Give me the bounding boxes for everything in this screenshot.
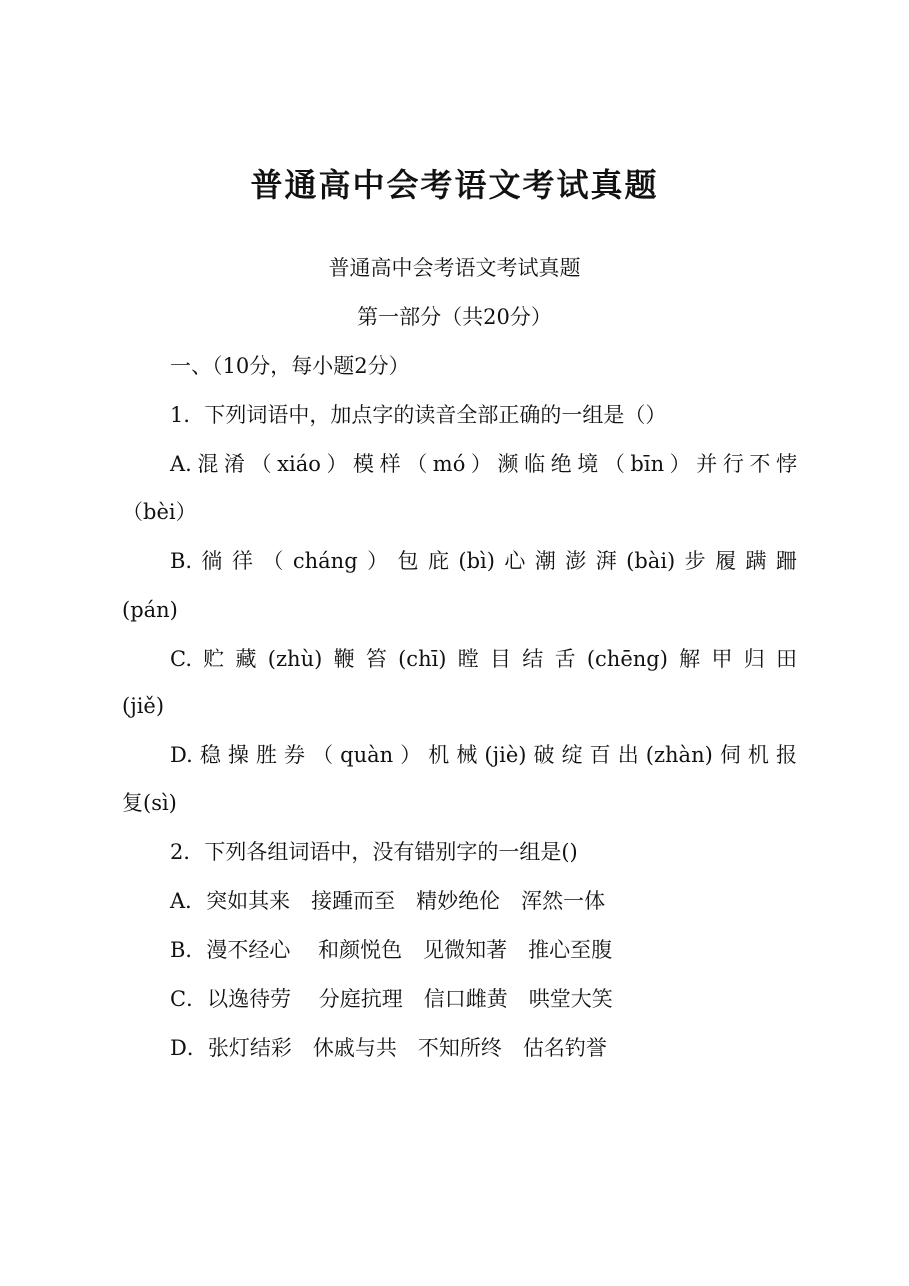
question-2-stem: 2．下列各组词语中，没有错别字的一组是()	[170, 840, 578, 864]
question-1-option-d: D.稳操胜券（quàn）机械(jiè)破绽百出(zhàn)伺机报	[170, 743, 797, 767]
question-1-option-a-continued: （bèi）	[122, 500, 197, 524]
part-heading: 第一部分（共20分）	[357, 305, 552, 329]
question-1-option-b: B.徜徉（cháng）包庇(bì)心潮澎湃(bài)步履蹒跚	[170, 549, 797, 573]
question-1-option-b-continued: (pán)	[122, 598, 178, 622]
question-1-option-c-continued: (jiě)	[122, 694, 165, 718]
question-1-option-a: A.混淆（xiáo）模样（mó）濒临绝境（bīn）并行不悖	[170, 452, 797, 476]
document-title: 普通高中会考语文考试真题	[250, 166, 659, 204]
question-2-option-b: B．漫不经心 和颜悦色 见微知著 推心至腹	[170, 938, 613, 962]
section-heading: 一、（10分，每小题2分）	[170, 354, 410, 378]
question-1-option-c: C.贮藏(zhù)鞭笞(chī)瞠目结舌(chēng)解甲归田	[170, 647, 797, 671]
question-2-option-c: C．以逸待劳 分庭抗理 信口雌黄 哄堂大笑	[170, 987, 613, 1011]
question-1-stem: 1．下列词语中，加点字的读音全部正确的一组是（）	[170, 403, 667, 427]
document-subtitle: 普通高中会考语文考试真题	[328, 256, 581, 280]
question-2-option-a: A．突如其来 接踵而至 精妙绝伦 浑然一体	[170, 889, 606, 913]
question-2-option-d: D．张灯结彩 休戚与共 不知所终 估名钓誉	[170, 1036, 607, 1060]
question-1-option-d-continued: 复(sì)	[122, 791, 177, 815]
